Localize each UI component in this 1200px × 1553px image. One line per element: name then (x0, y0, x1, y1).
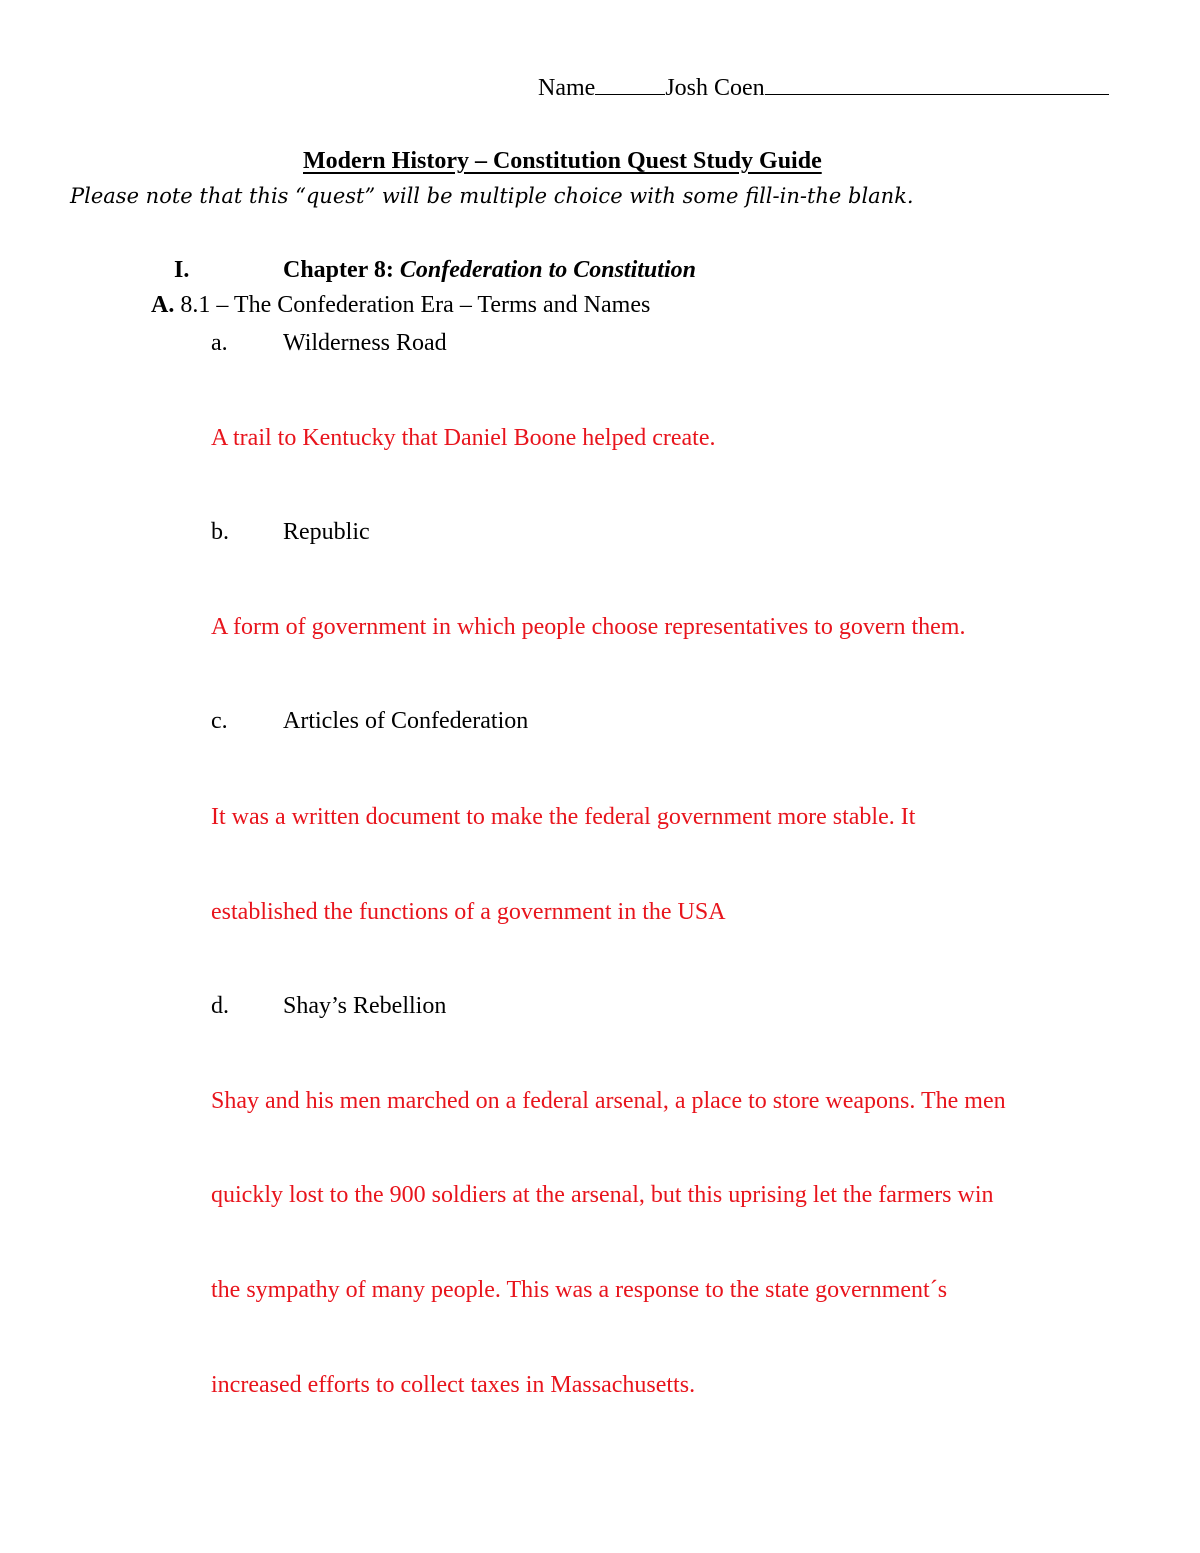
name-label: Name (538, 75, 596, 101)
item-answer: A trail to Kentucky that Daniel Boone helped create. (211, 425, 716, 451)
subsection-letter: A. (151, 292, 175, 318)
section-numeral: I. (174, 257, 190, 283)
page-title: Modern History – Constitution Quest Study Guide (303, 148, 822, 174)
item-term: Republic (283, 519, 370, 545)
item-answer-line: established the functions of a government in the USA (211, 899, 726, 925)
name-blank-short (595, 76, 665, 95)
name-line (538, 76, 1109, 100)
item-answer-line: It was a written document to make the federal government more stable. It (211, 804, 916, 830)
name-blank-long (765, 76, 1109, 95)
item-answer-line: increased efforts to collect taxes in Massachusetts. (211, 1372, 696, 1398)
name-value: Josh Coen (665, 75, 765, 101)
item-answer-line: the sympathy of many people. This was a response to the state government´s (211, 1277, 948, 1303)
item-letter: b. (211, 519, 229, 545)
item-term: Articles of Confederation (283, 708, 529, 734)
item-term: Wilderness Road (283, 330, 447, 356)
chapter-title: Confederation to Constitution (399, 257, 696, 283)
chapter-label: Chapter 8: (283, 257, 400, 283)
item-letter: a. (211, 330, 228, 356)
item-letter: d. (211, 993, 229, 1019)
chapter-heading (283, 258, 696, 282)
item-letter: c. (211, 708, 228, 734)
subsection-text: 8.1 – The Confederation Era – Terms and Names (174, 292, 651, 318)
item-answer-line: quickly lost to the 900 soldiers at the arsenal, but this uprising let the farmers win (211, 1182, 994, 1208)
subsection-heading (151, 293, 650, 317)
instruction-note: Please note that this “quest” will be multiple choice with some fill-in-the blank. (70, 184, 914, 208)
item-answer: A form of government in which people choose representatives to govern them. (211, 614, 966, 640)
item-term: Shay’s Rebellion (283, 993, 447, 1019)
item-answer-line: Shay and his men marched on a federal arsenal, a place to store weapons. The men (211, 1088, 1006, 1114)
